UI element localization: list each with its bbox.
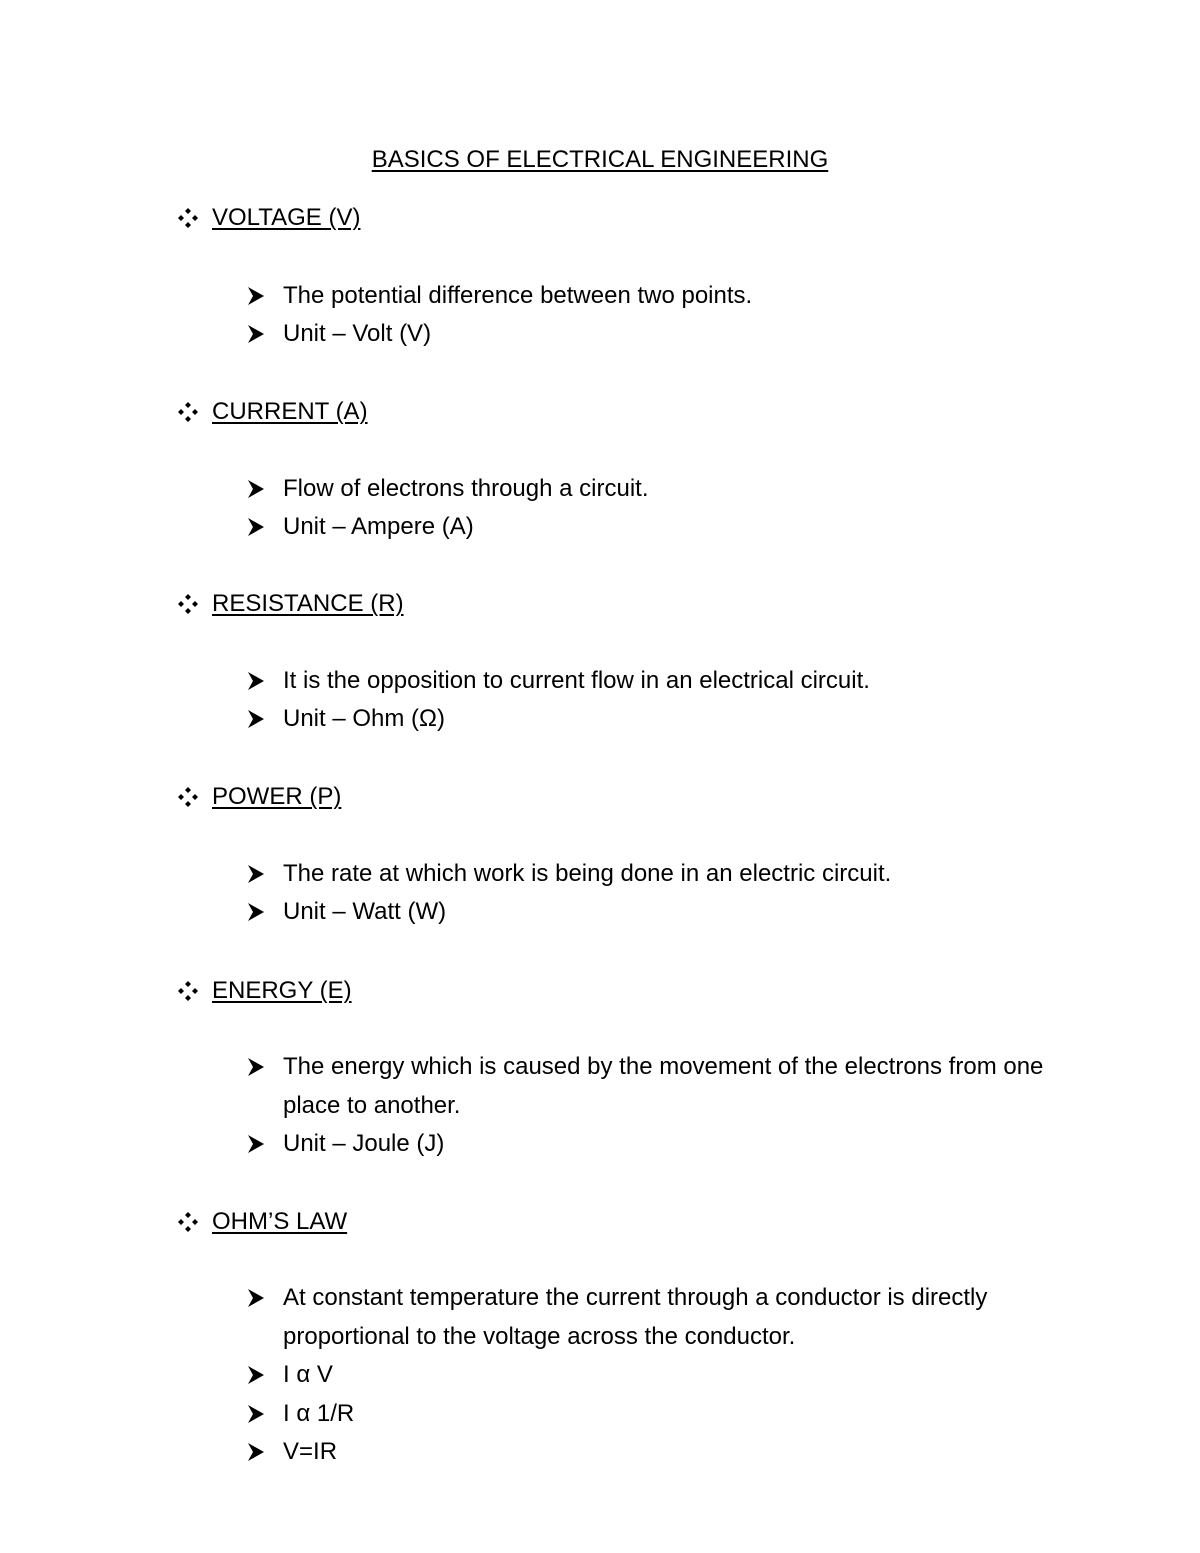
arrowhead-bullet-icon bbox=[246, 901, 266, 923]
four-diamond-icon bbox=[177, 786, 199, 808]
list-item bbox=[246, 1048, 1066, 1125]
arrowhead-bullet-icon bbox=[246, 1287, 266, 1309]
section-heading-power bbox=[177, 781, 341, 813]
arrowhead-bullet-icon bbox=[246, 323, 266, 345]
list-item bbox=[246, 315, 1066, 354]
list-item bbox=[246, 1279, 1066, 1356]
section-heading-ohms-law bbox=[177, 1206, 347, 1238]
arrowhead-bullet-icon bbox=[246, 478, 266, 500]
section-heading-voltage bbox=[177, 202, 360, 234]
arrowhead-bullet-icon bbox=[246, 1056, 266, 1078]
arrowhead-bullet-icon bbox=[246, 516, 266, 538]
list-item-text: I α V bbox=[283, 1361, 333, 1388]
list-item-text: Unit – Ampere (A) bbox=[283, 513, 474, 540]
list-item-text: The potential difference between two points. bbox=[283, 282, 753, 309]
list-item-text: Unit – Ohm (Ω) bbox=[283, 705, 445, 732]
section-heading-current bbox=[177, 396, 368, 428]
section-heading-label: POWER (P) bbox=[212, 783, 342, 810]
arrowhead-bullet-icon bbox=[246, 670, 266, 692]
list-item-text: Unit – Watt (W) bbox=[283, 898, 447, 925]
four-diamond-icon bbox=[177, 593, 199, 615]
list-item-text: It is the opposition to current flow in an electrical circuit. bbox=[283, 667, 870, 694]
list-item-text: Flow of electrons through a circuit. bbox=[283, 475, 649, 502]
arrowhead-bullet-icon bbox=[246, 708, 266, 730]
list-item-text: The energy which is caused by the movement of the electrons from one place to another. bbox=[283, 1053, 1044, 1119]
list-item bbox=[246, 700, 1066, 739]
section-heading-label: VOLTAGE (V) bbox=[212, 204, 361, 231]
section-heading-label: ENERGY (E) bbox=[212, 977, 352, 1004]
document-title-text: BASICS OF ELECTRICAL ENGINEERING bbox=[371, 146, 829, 173]
list-item-text: I α 1/R bbox=[283, 1400, 355, 1427]
section-heading-label: CURRENT (A) bbox=[212, 398, 368, 425]
arrowhead-bullet-icon bbox=[246, 863, 266, 885]
list-item bbox=[246, 470, 1066, 509]
list-item bbox=[246, 662, 1066, 701]
list-item bbox=[246, 893, 1066, 932]
section-heading-resistance bbox=[177, 588, 404, 620]
four-diamond-icon bbox=[177, 1211, 199, 1233]
four-diamond-icon bbox=[177, 980, 199, 1002]
section-heading-energy bbox=[177, 975, 352, 1007]
list-item bbox=[246, 1125, 1066, 1164]
section-heading-label: OHM’S LAW bbox=[212, 1208, 348, 1235]
list-item bbox=[246, 508, 1066, 547]
list-item-text: Unit – Joule (J) bbox=[283, 1130, 445, 1157]
list-item bbox=[246, 1356, 1066, 1395]
list-item bbox=[246, 277, 1066, 316]
list-item bbox=[246, 1433, 1066, 1472]
list-item-text: V=IR bbox=[283, 1438, 338, 1465]
section-heading-label: RESISTANCE (R) bbox=[212, 590, 404, 617]
arrowhead-bullet-icon bbox=[246, 285, 266, 307]
document-title bbox=[0, 144, 1200, 176]
arrowhead-bullet-icon bbox=[246, 1403, 266, 1425]
arrowhead-bullet-icon bbox=[246, 1133, 266, 1155]
list-item-text: At constant temperature the current through a conductor is directly proportional to the voltage across the conductor. bbox=[283, 1284, 988, 1350]
arrowhead-bullet-icon bbox=[246, 1364, 266, 1386]
list-item-text: Unit – Volt (V) bbox=[283, 320, 432, 347]
four-diamond-icon bbox=[177, 207, 199, 229]
four-diamond-icon bbox=[177, 401, 199, 423]
list-item bbox=[246, 855, 1066, 894]
list-item bbox=[246, 1395, 1066, 1434]
list-item-text: The rate at which work is being done in an electric circuit. bbox=[283, 860, 892, 887]
arrowhead-bullet-icon bbox=[246, 1441, 266, 1463]
